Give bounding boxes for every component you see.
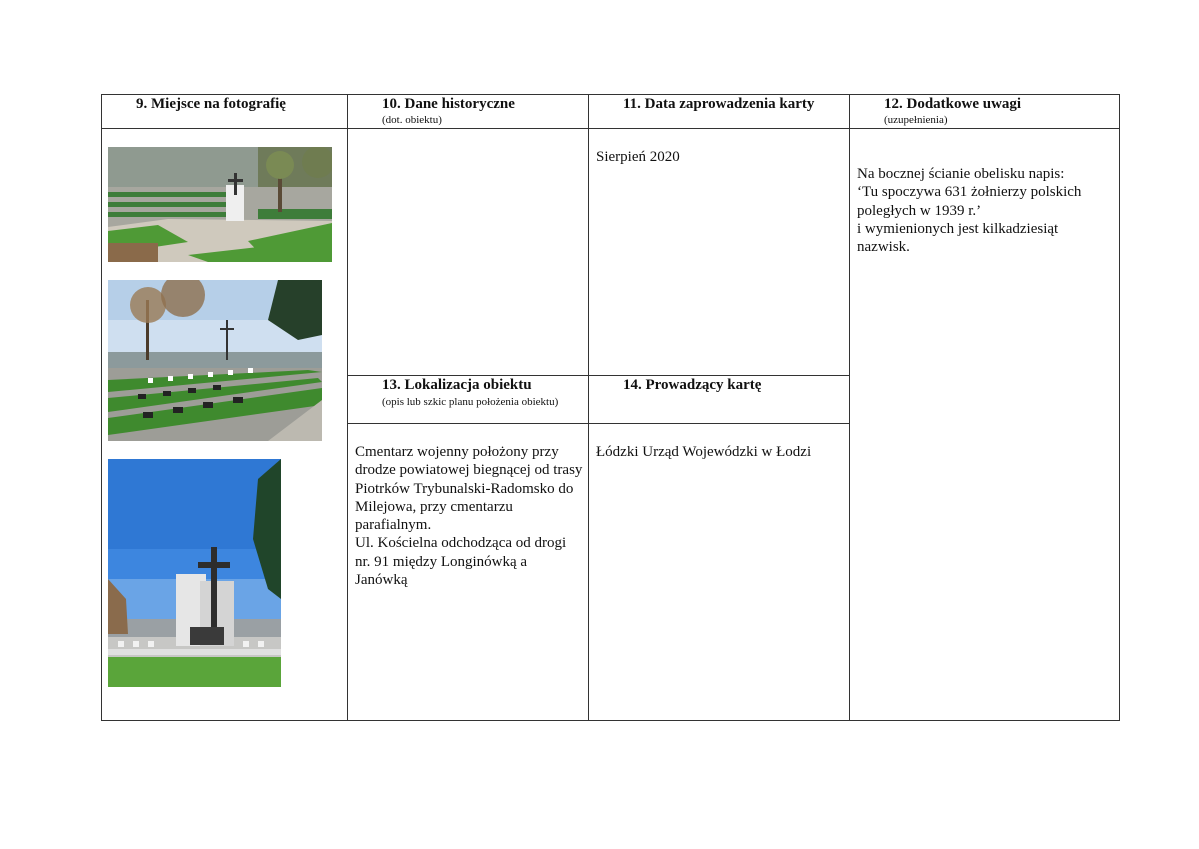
graves-rows-photo [108, 280, 322, 441]
history-header: 10. Dane historyczne [382, 96, 515, 112]
keeper-header: 14. Prowadzący kartę [623, 377, 762, 393]
photos-header: 9. Miejsce na fotografię [136, 96, 286, 112]
notes-header: 12. Dodatkowe uwagi [884, 96, 1022, 112]
cemetery-overview-photo [108, 147, 332, 262]
location-value: Cmentarz wojenny położony przy drodze powiatowej biegnącej od trasy Piotrków Trybunalski-Radomsko do Milejowa, przy cmentarzu parafialnym. Ul. Kościelna odchodząca od drogi nr. 91 między Longinówką a Janówką [355, 444, 583, 589]
date-header: 11. Data zaprowadzenia karty [623, 96, 815, 112]
notes-value: Na bocznej ścianie obelisku napis: ‘Tu spoczywa 631 żołnierzy polskich poległych w 1939 r.’ i wymienionych jest kilkadziesiąt nazwisk. [857, 166, 1082, 256]
date-value: Sierpień 2020 [596, 149, 680, 165]
history-subheader: (dot. obiektu) [382, 114, 442, 126]
monument-cross-photo [108, 459, 281, 687]
keeper-value: Łódzki Urząd Wojewódzki w Łodzi [596, 444, 812, 460]
notes-subheader: (uzupełnienia) [884, 114, 948, 126]
location-subheader: (opis lub szkic planu położenia obiektu) [382, 396, 559, 408]
location-header: 13. Lokalizacja obiektu [382, 377, 532, 393]
